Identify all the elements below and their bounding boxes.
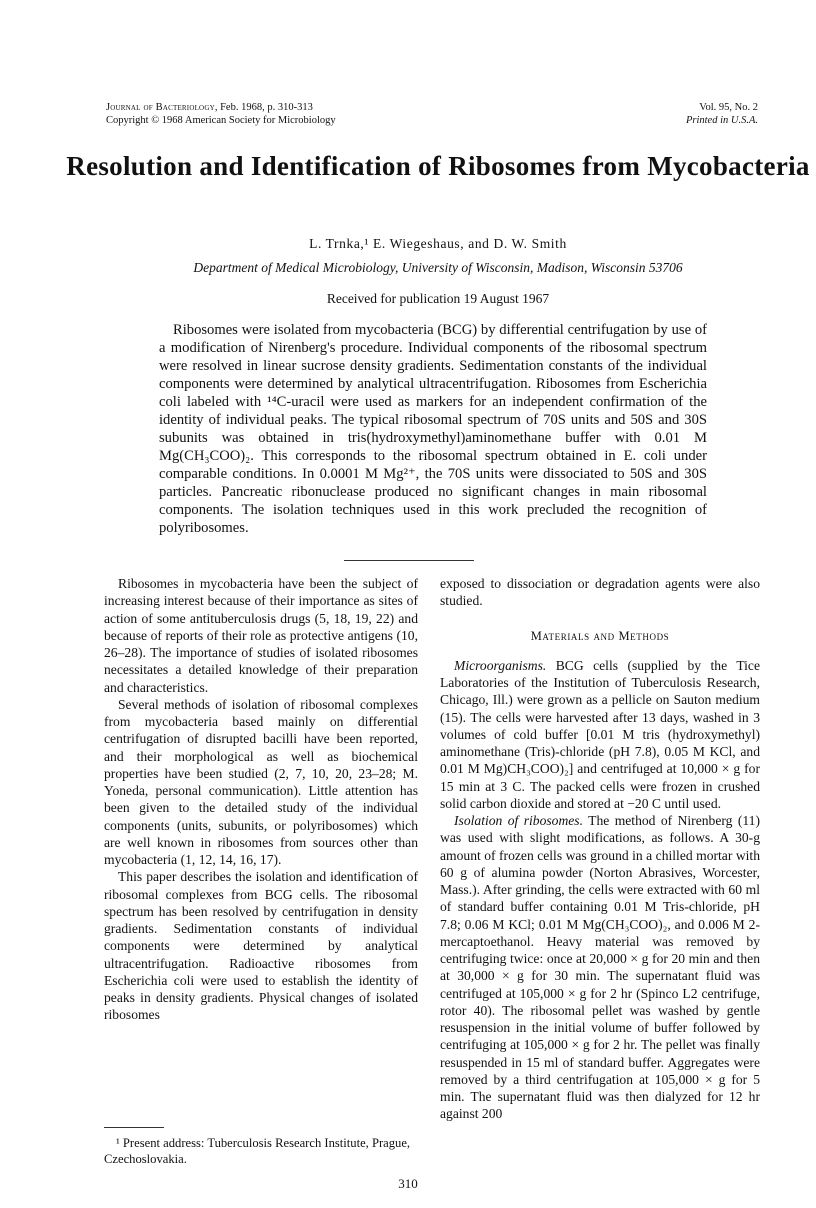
intro-paragraph-2: Several methods of isolation of ribosomal complexes from mycobacteria based mainly on differential centrifugation of disrupted bacilli have been reported, and their morphological as well as biochemical properties have been studied (2, 7, 10, 20, 23–28; M. Yoneda, personal communication). Little attention has been given to the detailed study of the individual components (units, subunits, or polyribosomes) which are well known in ribosomes from sources other than mycobacteria (1, 12, 14, 16, 17).	[104, 696, 418, 867]
methods-paragraph-2	[440, 812, 760, 1123]
volume-info: Vol. 95, No. 2	[699, 102, 758, 113]
intro-paragraph-3: This paper describes the isolation and identification of ribosomal complexes from BCG cells. The ribosomal spectrum has been resolved by centrifugation in density gradients. Sedimentation constants of individual components were determined by analytical ultracentrifugation. Radioactive ribosomes from Escherichia coli were used to establish the identity of peaks in density gradients. Physical changes of isolated ribosomes	[104, 869, 418, 1023]
journal-name: Journal of Bacteriology	[106, 102, 215, 113]
left-column	[104, 575, 418, 1024]
methods-text-2: The method of Nirenberg (11) was used with slight modifications, as follows. A 30-g amount of frozen cells was ground in a chilled mortar with 60 g of alumina powder (Norton Abrasives, Worcester, Mass.). After grinding, the cells were extracted with 60 ml of standard buffer containing 0.01 M Tris-chloride, pH 7.8; 0.06 M KCl; 0.01 M Mg(CH₃COO)₂, and 0.006 M 2-mercaptoethanol. Heavy material was removed by centrifuging twice: once at 20,000 × g for 20 min and then at 30,000 × g for 30 min. The supernatant fluid was centrifuged at 105,000 × g for 2 hr (Spinco L2 centrifuge, rotor 40). The ribosomal pellet was washed by gentle resuspension in the initial volume of buffer followed by centrifuging at 105,000 × g for 2 hr. The pellet was finally resuspended in 15 ml of standard buffer. Aggregates were removed by a third centrifugation at 105,000 × g for 5 min. The supernatant fluid was then dialyzed for 12 hr against 200	[440, 813, 760, 1122]
abstract-divider	[344, 560, 474, 561]
affiliation: Department of Medical Microbiology, University of Wisconsin, Madison, Wisconsin 53706	[193, 260, 683, 275]
intro-paragraph-1: Ribosomes in mycobacteria have been the subject of increasing interest because of their importance as sites of action of some antituberculosis drugs (5, 18, 19, 22) and because of reports of their role as protective antigens (10, 26–28). The importance of studies of isolated ribosomes necessitates a detailed knowledge of their preparation and characteristics.	[104, 576, 418, 695]
footnote: ¹ Present address: Tuberculosis Research Institute, Prague, Czechoslovakia.	[104, 1136, 411, 1166]
methods-text-1: BCG cells (supplied by the Tice Laboratories of the Institution of Tuberculosis Research, Chicago, Ill.) were grown as a pellicle on Sauton medium (15). The cells were harvested after 13 days, washed in 3 volumes of cold buffer [0.01 M tris (hydroxymethyl) aminomethane (Tris)-chloride (pH 7.8), 0.05 M KCl, and 0.01 M Mg)CH₃COO)₂] and centrifuged at 10,000 × g for 15 min at 3 C. The packed cells were frozen in crushed solid carbon dioxide and stored at −20 C until used.	[440, 657, 760, 811]
printed-in: Printed in U.S.A.	[685, 115, 758, 126]
journal-citation	[106, 101, 336, 114]
right-column	[440, 575, 760, 1123]
methods-paragraph-1	[440, 657, 760, 812]
footnote-divider	[104, 1127, 164, 1128]
copyright-line: Copyright © 1968 American Society for Microbiology	[106, 115, 336, 126]
received-date: Received for publication 19 August 1967	[326, 291, 550, 306]
paper-title: Resolution and Identification of Ribosomes from Mycobacteria	[66, 151, 810, 181]
run-in-head-isolation: Isolation of ribosomes.	[454, 813, 583, 828]
page-number: 310	[398, 1176, 418, 1191]
run-in-head-microorganisms: Microorganisms.	[454, 657, 547, 673]
header-right	[686, 101, 758, 127]
issue-info: , Feb. 1968, p. 310-313	[214, 102, 313, 113]
author-list: L. Trnka,¹ E. Wiegeshaus, and D. W. Smith	[309, 236, 567, 251]
abstract: Ribosomes were isolated from mycobacteria (BCG) by differential centrifugation by use of a modification of Nirenberg's procedure. Individual components of the ribosomal spectrum were resolved in linear sucrose density gradients. Sedimentation constants of the individual components were determined by analytical ultracentrifugation. Ribosomes from Escherichia coli labeled with ¹⁴C-uracil were used as markers for an independent confirmation of the identity of individual peaks. The typical ribosomal spectrum of 70S units and 50S and 30S subunits was obtained in tris(hydroxymethyl)aminomethane buffer with 0.01 M Mg(CH₃COO)₂. This corresponds to the ribosomal spectrum obtained in E. coli under comparable conditions. In 0.0001 M Mg²⁺, the 70S units were dissociated to 50S and 30S particles. Pancreatic ribonuclease produced no significant changes in main ribosomal components. The isolation techniques used in this work precluded the recognition of polyribosomes.	[159, 322, 707, 536]
header-left	[106, 101, 336, 127]
section-heading: Materials and Methods	[530, 628, 670, 643]
intro-continuation: exposed to dissociation or degradation agents were also studied.	[440, 576, 760, 609]
